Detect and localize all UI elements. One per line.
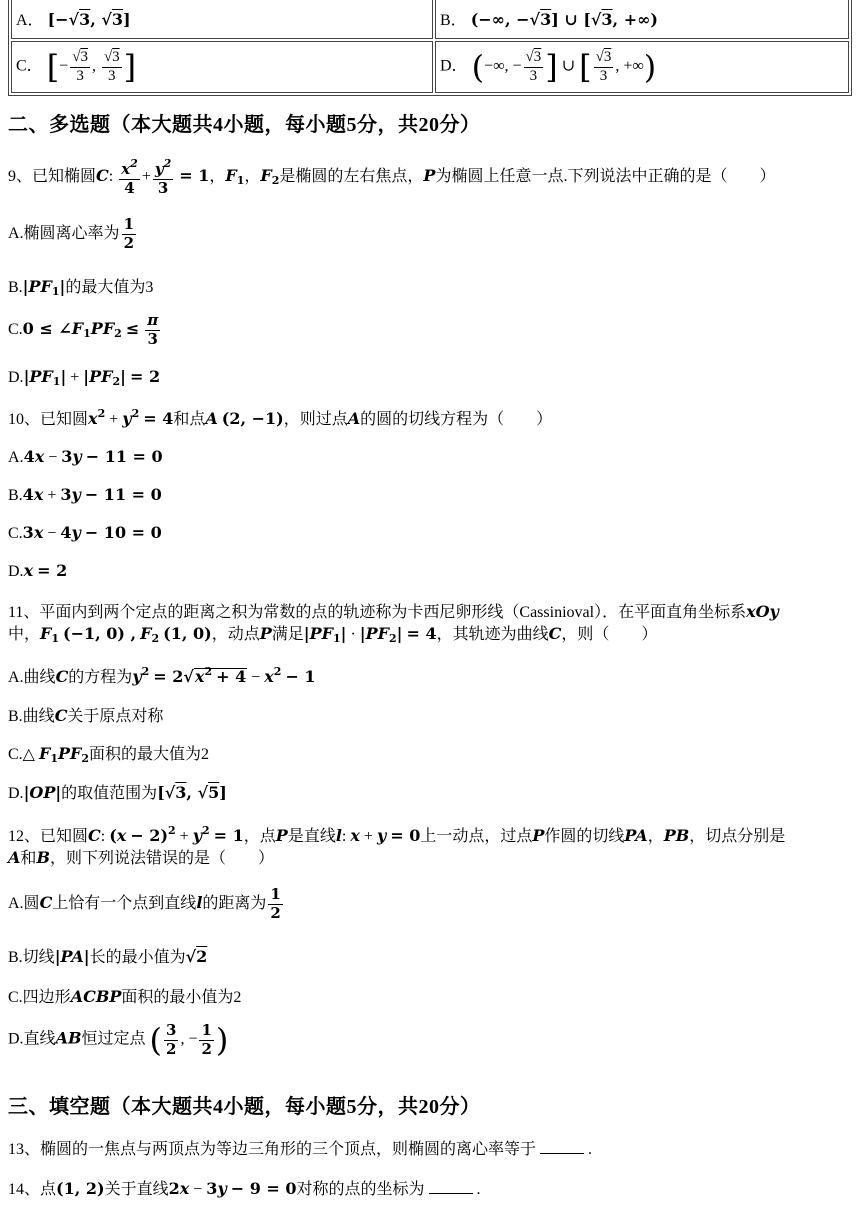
option-b: B． (−∞, −√3] ∪ [√3, +∞) [435,0,849,39]
question-12-line-2: A和B，则下列说法错误的是（ ） [8,848,274,867]
q11-option-d: D.|OP|的取值范围为[√3, √5] [8,783,227,802]
section-2-title: 二、多选题（本大题共4小题，每小题5分，共20分） [8,114,481,136]
q12-option-b: B.切线|PA|长的最小值为√2 [8,947,208,966]
q10-option-b: B.4x + 3y − 11 = 0 [8,485,162,504]
q10-option-c: C.3x − 4y − 10 = 0 [8,523,162,542]
q12-option-a: A.圆C上恰有一个点到直线l的距离为 $\frac{1}{2}$ [8,885,281,922]
question-14: 14、点(1, 2)关于直线2x − 3y − 9 = 0对称的点的坐标为 . [8,1179,481,1198]
option-a-math: [−√3, √3] [47,9,131,29]
q10-option-a: A.4x − 3y − 11 = 0 [8,447,163,466]
q9-option-d: $D.|PF_1| + |PF_2| = 2$ [8,367,161,388]
question-11-line-1: 11、平面内到两个定点的距离之积为常数的点的轨迹称为卡西尼卵形线（Cassinioval）．在平面直角坐标系xOy [8,602,779,621]
q9-option-c: $C.0 \le \angle F_1PF_2$ ≤ $\frac{\pi}{3}$ [8,311,159,348]
answer-blank[interactable] [540,1141,584,1154]
q10-option-d: D.x = 2 [8,561,68,580]
q11-option-b: B.曲线C关于原点对称 [8,706,164,725]
option-b-math: (−∞, −√3] ∪ [√3, +∞) [470,9,658,29]
option-c: C． [− $\frac{√3}{3}$ , $\frac{√3}{3}$ ] [11,41,433,93]
question-10: 10、已知圆$x^2 + y^2 = 4$和点A (2, −1)，则过点A的圆的切线方程为（ ） [8,407,553,428]
section-3-title: 三、填空题（本大题共4小题，每小题5分，共20分） [8,1096,481,1118]
question-13: 13、椭圆的一焦点与两顶点为等边三角形的三个顶点，则椭圆的离心率等于 . [8,1141,593,1158]
q11-option-a: A.曲线C的方程为$y^2 = 2√x^2 + 4 - x^2 - 1$ [8,665,316,686]
q12-option-c: C.四边形ACBP面积的最小值为2 [8,987,242,1006]
q9-option-a: A.椭圆离心率为 $\frac{1}{2}$ [8,215,134,252]
q9-option-b: $B.|PF_1|$的最大值为3 [8,277,154,298]
q12-option-d: D.直线AB恒过定点 ( $\frac{3}{2}$ , − $\frac{1}{2}$ ) [8,1020,229,1059]
answer-blank[interactable] [429,1181,473,1194]
option-a: A． [−√3, √3] [11,0,433,39]
question-12-line-1: 12、已知圆C: $(x - 2)^2 + y^2 = 1$，点P是直线l: x + y = 0上一动点，过点P作圆的切线PA，PB，切点分别是 [8,824,786,845]
options-table [8,0,852,96]
q11-option-c: C.△ $F_1PF_2$面积的最大值为2 [8,744,210,765]
question-9: 9、已知椭圆C: $\frac{x^2}{4}$ + $\frac{y^2}{3}$ = 1，$F_1$，$F_2$是椭圆的左右焦点，P为椭圆上任意一点.下列说法中正确的是（ ） [8,157,776,197]
option-d: D． (−∞, − $\frac{√3}{3}$ ] ∪ [ $\frac{√3}{3}$ , +∞) [435,41,849,93]
question-11-line-2: 中，$F_1$ (−1, 0) , $F_2$ (1, 0)，动点P满足$|PF_1| \cdot |PF_2| = 4$，其轨迹为曲线C，则（ ） [8,624,658,645]
